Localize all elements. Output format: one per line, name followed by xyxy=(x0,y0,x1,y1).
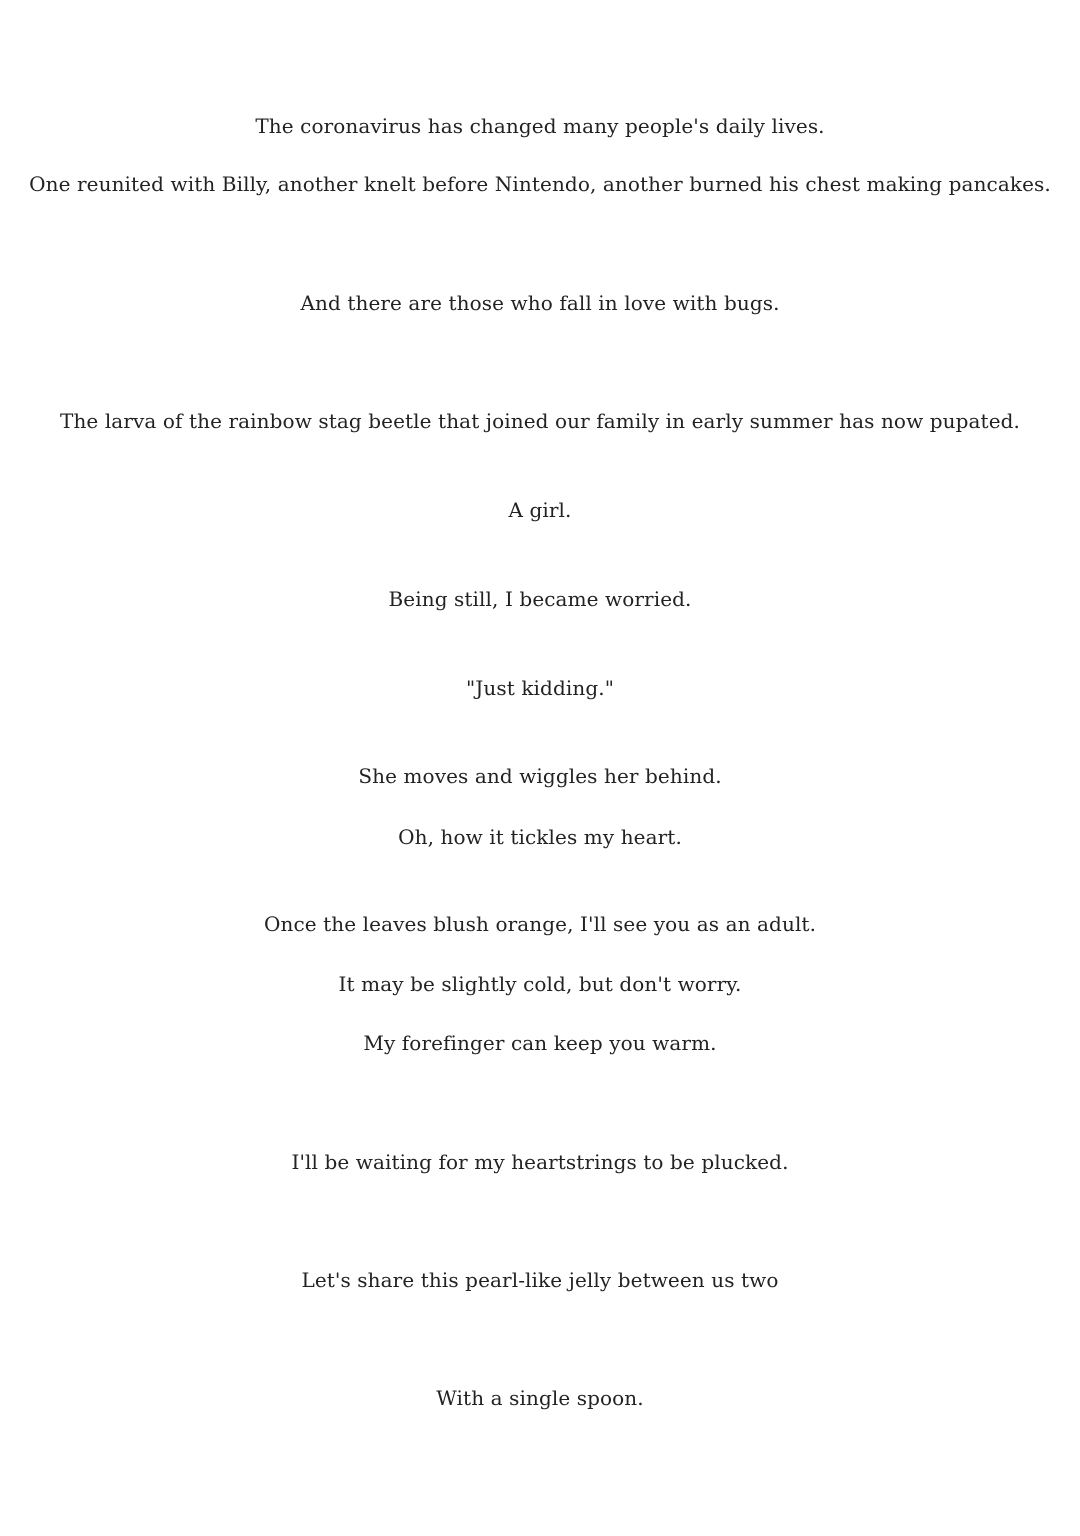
text-line-larva-pupated: The larva of the rainbow stag beetle that joined our family in early summer has now pupated. xyxy=(60,409,1020,433)
text-line-love-with-bugs: And there are those who fall in love with bugs. xyxy=(300,291,780,315)
text-line-just-kidding: "Just kidding." xyxy=(465,676,614,700)
text-line-became-worried: Being still, I became worried. xyxy=(388,587,692,611)
text-line-tickles-heart: Oh, how it tickles my heart. xyxy=(398,825,682,849)
text-line-single-spoon: With a single spoon. xyxy=(436,1386,644,1410)
text-line-heartstrings: I'll be waiting for my heartstrings to be plucked. xyxy=(291,1150,789,1174)
text-line-wiggles: She moves and wiggles her behind. xyxy=(358,764,722,788)
text-line-slightly-cold: It may be slightly cold, but don't worry. xyxy=(338,972,742,996)
text-line-daily-lives-examples: One reunited with Billy, another knelt before Nintendo, another burned his chest making pancakes. xyxy=(29,172,1051,196)
text-line-leaves-blush: Once the leaves blush orange, I'll see you as an adult. xyxy=(263,912,817,936)
text-line-a-girl: A girl. xyxy=(508,498,572,522)
text-line-forefinger-warm: My forefinger can keep you warm. xyxy=(363,1031,717,1055)
text-line-pearl-jelly: Let's share this pearl-like jelly between us two xyxy=(301,1268,779,1292)
text-line-coronavirus: The coronavirus has changed many people's daily lives. xyxy=(255,114,825,138)
